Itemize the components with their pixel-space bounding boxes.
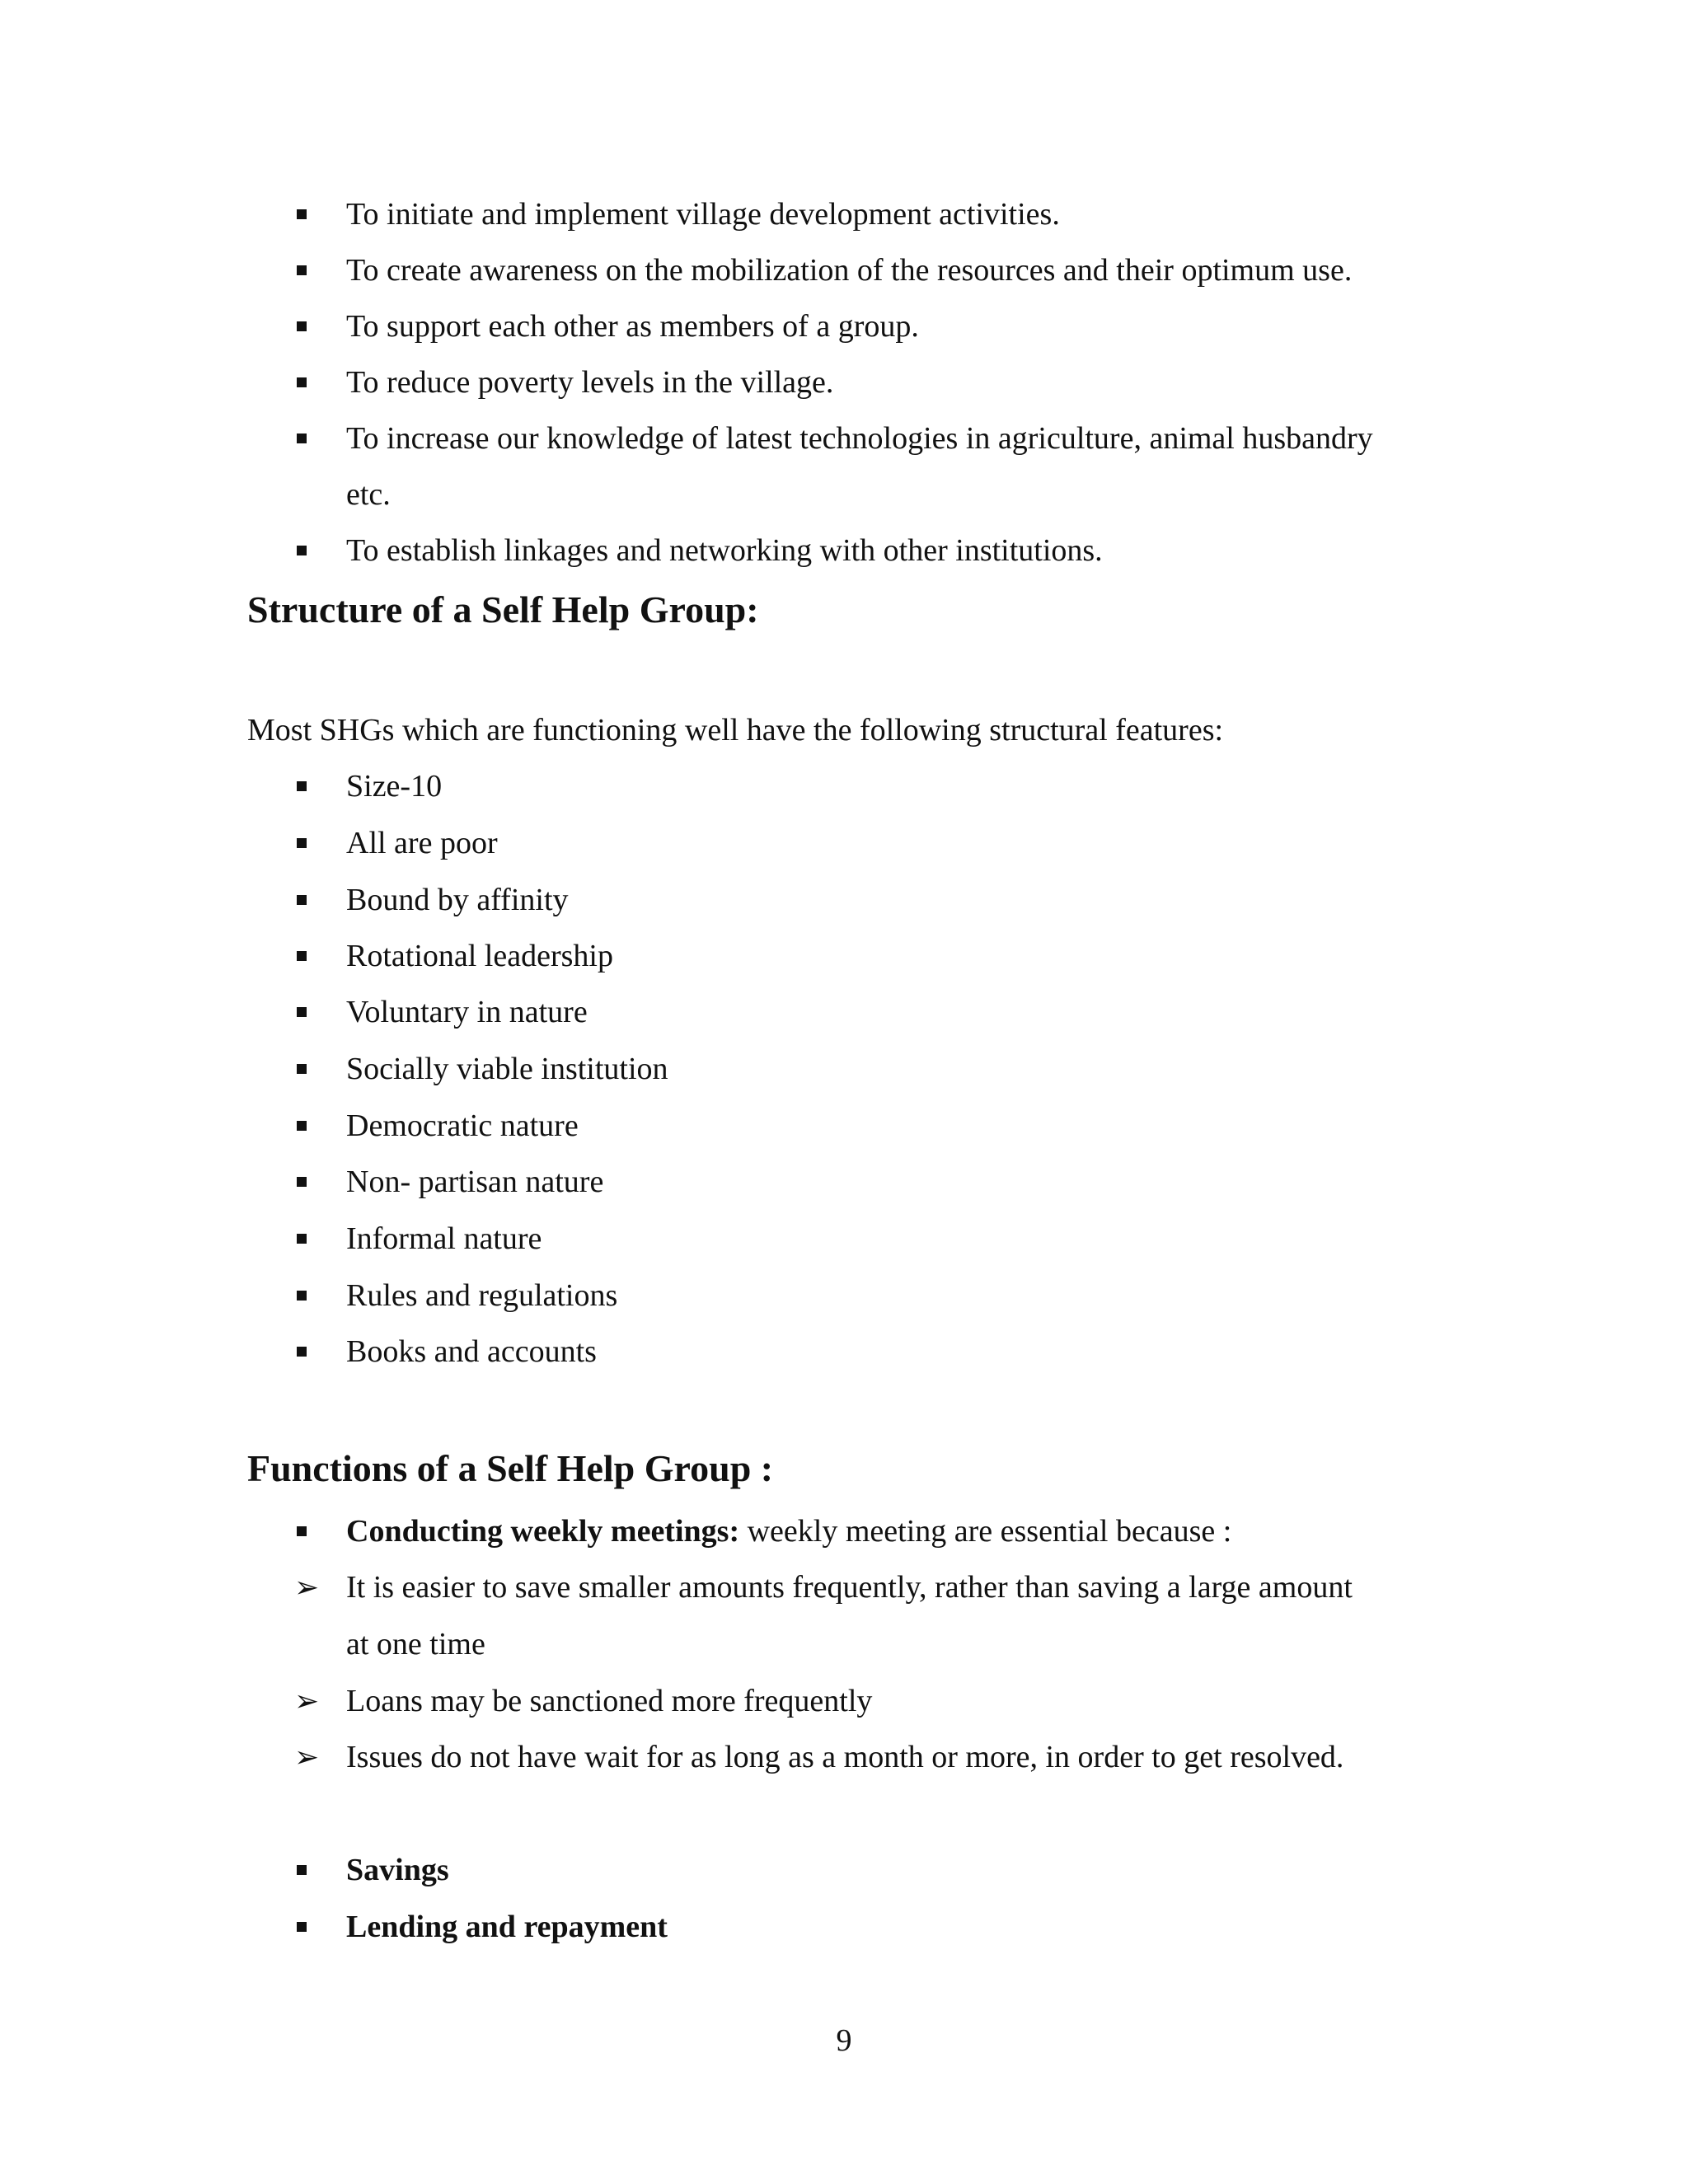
feature-item: Non- partisan nature <box>346 1165 604 1199</box>
bullet-icon <box>297 1865 307 1875</box>
bullet-icon <box>297 951 307 961</box>
feature-item: Rules and regulations <box>346 1278 618 1313</box>
reason-item: Loans may be sanctioned more frequently <box>346 1684 873 1718</box>
feature-item: Books and accounts <box>346 1334 597 1369</box>
feature-item: Democratic nature <box>346 1108 579 1143</box>
bullet-icon <box>297 1291 307 1301</box>
function-item-meetings-title: Conducting weekly meetings: <box>346 1514 740 1549</box>
bullet-icon <box>297 895 307 905</box>
arrow-bullet-icon: ➢ <box>294 1571 320 1604</box>
structure-intro: Most SHGs which are functioning well have the following structural features: <box>247 713 1224 748</box>
feature-item: Rotational leadership <box>346 939 613 973</box>
objective-item: To reduce poverty levels in the village. <box>346 365 834 400</box>
feature-item: Bound by affinity <box>346 883 569 917</box>
bullet-icon <box>297 1121 307 1131</box>
function-item-savings: Savings <box>346 1853 449 1887</box>
bullet-icon <box>297 1922 307 1932</box>
bullet-icon <box>297 1347 307 1357</box>
section-heading-functions: Functions of a Self Help Group : <box>247 1447 774 1489</box>
bullet-icon <box>297 265 307 275</box>
arrow-bullet-icon: ➢ <box>294 1685 320 1718</box>
bullet-icon <box>297 1064 307 1074</box>
objective-item-continuation: etc. <box>346 477 391 512</box>
objective-item: To establish linkages and networking with other institutions. <box>346 533 1103 568</box>
page-number: 9 <box>836 2023 852 2058</box>
reason-item: It is easier to save smaller amounts frequently, rather than saving a large amount <box>346 1570 1353 1605</box>
function-item-meetings-text: weekly meeting are essential because : <box>739 1514 1232 1549</box>
objective-item: To increase our knowledge of latest technologies in agriculture, animal husbandry <box>346 421 1373 456</box>
feature-item: Size-10 <box>346 769 443 804</box>
reason-item: Issues do not have wait for as long as a month or more, in order to get resolved. <box>346 1740 1344 1774</box>
bullet-icon <box>297 321 307 331</box>
bullet-icon <box>297 209 307 219</box>
bullet-icon <box>297 1526 307 1536</box>
objective-item: To support each other as members of a group. <box>346 309 919 344</box>
bullet-icon <box>297 838 307 848</box>
feature-item: Informal nature <box>346 1221 542 1256</box>
function-item-meetings <box>346 1511 1231 1551</box>
bullet-icon <box>297 1234 307 1244</box>
bullet-icon <box>297 377 307 387</box>
bullet-icon <box>297 1177 307 1187</box>
bullet-icon <box>297 781 307 791</box>
function-item-lending: Lending and repayment <box>346 1910 668 1944</box>
objective-item: To initiate and implement village development activities. <box>346 197 1060 232</box>
bullet-icon <box>297 434 307 443</box>
bullet-icon <box>297 546 307 555</box>
arrow-bullet-icon: ➢ <box>294 1741 320 1774</box>
reason-item-continuation: at one time <box>346 1627 485 1661</box>
objective-item: To create awareness on the mobilization of the resources and their optimum use. <box>346 253 1353 288</box>
bullet-icon <box>297 1007 307 1017</box>
section-heading-structure: Structure of a Self Help Group: <box>247 588 759 630</box>
feature-item: Voluntary in nature <box>346 995 588 1029</box>
feature-item: Socially viable institution <box>346 1052 668 1086</box>
feature-item: All are poor <box>346 826 498 860</box>
